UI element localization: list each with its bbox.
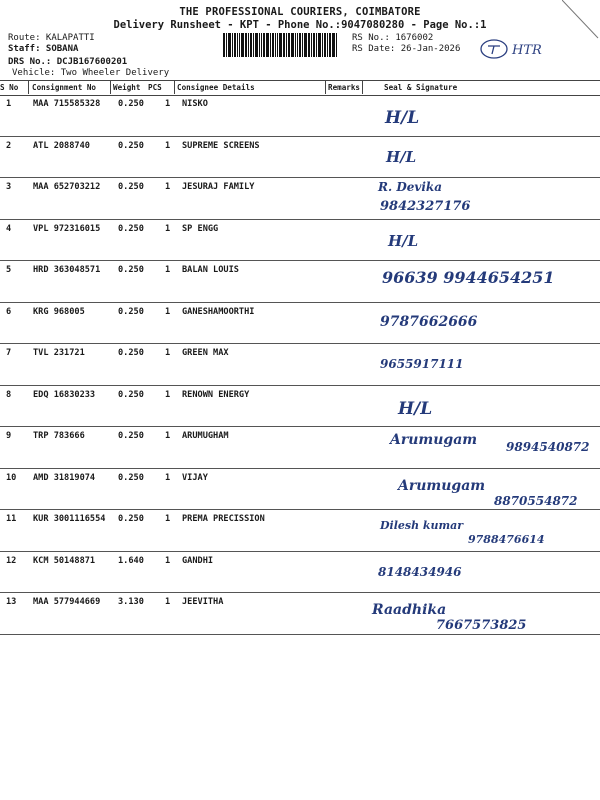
cell-consignee: VIJAY bbox=[182, 472, 208, 483]
table-row bbox=[0, 592, 600, 635]
table-row bbox=[0, 260, 600, 303]
handwritten-signature: Arumugam bbox=[390, 432, 478, 448]
col-pcs: PCS bbox=[148, 83, 162, 92]
table-row bbox=[0, 94, 600, 137]
handwritten-signature: 8148434946 bbox=[378, 564, 462, 579]
table-row bbox=[0, 302, 600, 345]
handwritten-signature: Dilesh kumar bbox=[380, 519, 464, 532]
cell-consignee: JESURAJ FAMILY bbox=[182, 182, 255, 192]
handwritten-signature: H/L bbox=[388, 231, 419, 250]
cell-sno: 9 bbox=[6, 431, 12, 441]
handwritten-phone: 9842327176 bbox=[380, 199, 471, 214]
table-row bbox=[0, 509, 600, 552]
cell-pcs: 1 bbox=[165, 140, 171, 151]
cell-sno: 10 bbox=[6, 472, 17, 483]
handwritten-signature: 9655917111 bbox=[380, 357, 464, 371]
cell-consignment: VPL 972316015 bbox=[33, 223, 101, 234]
handwritten-signature: 96639 9944654251 bbox=[382, 268, 555, 287]
rs-date: RS Date: 26-Jan-2026 bbox=[352, 44, 461, 54]
cell-weight: 0.250 bbox=[118, 431, 144, 441]
drs-number: DRS No.: DCJB167600201 bbox=[8, 57, 128, 67]
col-consignee: Consignee Details bbox=[177, 83, 255, 92]
handwritten-signature: R. Devika bbox=[378, 180, 442, 194]
cell-sno: 12 bbox=[6, 555, 17, 566]
cell-consignee: SP ENGG bbox=[182, 223, 219, 234]
cell-consignee: ARUMUGHAM bbox=[182, 431, 229, 441]
table-row bbox=[0, 177, 600, 220]
cell-consignment: TVL 231721 bbox=[33, 348, 85, 358]
col-remarks: Remarks bbox=[328, 83, 361, 92]
table-row bbox=[0, 219, 600, 262]
table-row bbox=[0, 343, 600, 386]
handwritten-signature: H/L bbox=[398, 398, 433, 419]
cell-sno: 6 bbox=[6, 306, 12, 317]
cell-consignee: JEEVITHA bbox=[182, 597, 224, 607]
rs-number: RS No.: 1676002 bbox=[352, 33, 434, 43]
cell-consignment: MAA 577944669 bbox=[33, 597, 101, 607]
cell-pcs: 1 bbox=[165, 99, 171, 109]
cell-consignment: MAA 652703212 bbox=[33, 182, 101, 192]
cell-consignee: PREMA PRECISSION bbox=[182, 514, 265, 524]
cell-pcs: 1 bbox=[165, 431, 171, 441]
cell-consignee: BALAN LOUIS bbox=[182, 265, 239, 275]
cell-weight: 0.250 bbox=[118, 306, 144, 317]
cell-pcs: 1 bbox=[165, 555, 171, 566]
handwritten-signature: 9787662666 bbox=[380, 313, 478, 330]
cell-consignee: NISKO bbox=[182, 99, 208, 109]
cell-consignment: MAA 715585328 bbox=[33, 99, 101, 109]
cell-weight: 0.250 bbox=[118, 514, 144, 524]
cell-consignee: RENOWN ENERGY bbox=[182, 389, 250, 400]
cell-weight: 0.250 bbox=[118, 99, 144, 109]
stamp-text: HTR bbox=[512, 43, 542, 58]
cell-pcs: 1 bbox=[165, 514, 171, 524]
handwritten-phone: 9894540872 bbox=[506, 440, 590, 454]
table-row bbox=[0, 426, 600, 469]
table-row bbox=[0, 551, 600, 594]
table-row bbox=[0, 136, 600, 179]
route-label: Route: KALAPATTI bbox=[8, 33, 95, 43]
document-subtitle: Delivery Runsheet - KPT - Phone No.:9047080280 - Page No.:1 bbox=[113, 19, 487, 31]
col-sno: S No bbox=[0, 83, 19, 92]
cell-pcs: 1 bbox=[165, 389, 171, 400]
handwritten-signature: Raadhika bbox=[372, 602, 447, 618]
cell-weight: 0.250 bbox=[118, 265, 144, 275]
cell-consignment: TRP 783666 bbox=[33, 431, 85, 441]
handwritten-signature: H/L bbox=[385, 108, 420, 128]
cell-pcs: 1 bbox=[165, 472, 171, 483]
cell-consignee: GANDHI bbox=[182, 555, 214, 566]
vehicle-label: Vehicle: Two Wheeler Delivery bbox=[12, 68, 170, 78]
scan-edge-mark bbox=[562, 0, 600, 40]
table-row bbox=[0, 468, 600, 511]
cell-sno: 5 bbox=[6, 265, 12, 275]
handwritten-phone: 8870554872 bbox=[494, 493, 578, 508]
cell-pcs: 1 bbox=[165, 306, 171, 317]
cell-weight: 0.250 bbox=[118, 389, 144, 400]
cell-pcs: 1 bbox=[165, 597, 171, 607]
cell-weight: 0.250 bbox=[118, 140, 144, 151]
table-row bbox=[0, 385, 600, 428]
cell-weight: 0.250 bbox=[118, 223, 144, 234]
handwritten-signature: H/L bbox=[386, 147, 417, 166]
cell-weight: 0.250 bbox=[118, 182, 144, 192]
cell-sno: 4 bbox=[6, 223, 12, 234]
document-title: THE PROFESSIONAL COURIERS, COIMBATORE bbox=[179, 6, 421, 18]
cell-sno: 11 bbox=[6, 514, 17, 524]
cell-sno: 8 bbox=[6, 389, 12, 400]
cell-consignee: GANESHAMOORTHI bbox=[182, 306, 255, 317]
cell-sno: 13 bbox=[6, 597, 17, 607]
cell-sno: 2 bbox=[6, 140, 12, 151]
cell-pcs: 1 bbox=[165, 182, 171, 192]
staff-label: Staff: SOBANA bbox=[8, 44, 79, 54]
cell-weight: 3.130 bbox=[118, 597, 144, 607]
handwritten-stamp-mark bbox=[478, 38, 552, 60]
cell-consignment: KUR 3001116554 bbox=[33, 514, 106, 524]
col-consignment: Consignment No bbox=[32, 83, 97, 92]
cell-weight: 0.250 bbox=[118, 348, 144, 358]
cell-pcs: 1 bbox=[165, 265, 171, 275]
cell-pcs: 1 bbox=[165, 348, 171, 358]
cell-consignment: EDQ 16830233 bbox=[33, 389, 96, 400]
cell-pcs: 1 bbox=[165, 223, 171, 234]
cell-consignment: KRG 968005 bbox=[33, 306, 85, 317]
cell-consignment: KCM 50148871 bbox=[33, 555, 96, 566]
handwritten-phone: 7667573825 bbox=[436, 618, 527, 633]
cell-weight: 1.640 bbox=[118, 555, 144, 566]
handwritten-phone: 9788476614 bbox=[468, 533, 545, 546]
cell-sno: 3 bbox=[6, 182, 12, 192]
cell-consignment: ATL 2088740 bbox=[33, 140, 90, 151]
cell-weight: 0.250 bbox=[118, 472, 144, 483]
handwritten-signature: Arumugam bbox=[398, 477, 486, 494]
cell-consignee: GREEN MAX bbox=[182, 348, 229, 358]
col-seal-signature: Seal & Signature bbox=[384, 83, 458, 92]
cell-consignment: HRD 363048571 bbox=[33, 265, 101, 275]
cell-sno: 1 bbox=[6, 99, 12, 109]
cell-consignee: SUPREME SCREENS bbox=[182, 140, 260, 151]
col-weight: Weight bbox=[113, 83, 141, 92]
barcode bbox=[223, 33, 349, 57]
cell-consignment: AMD 31819074 bbox=[33, 472, 96, 483]
cell-sno: 7 bbox=[6, 348, 12, 358]
